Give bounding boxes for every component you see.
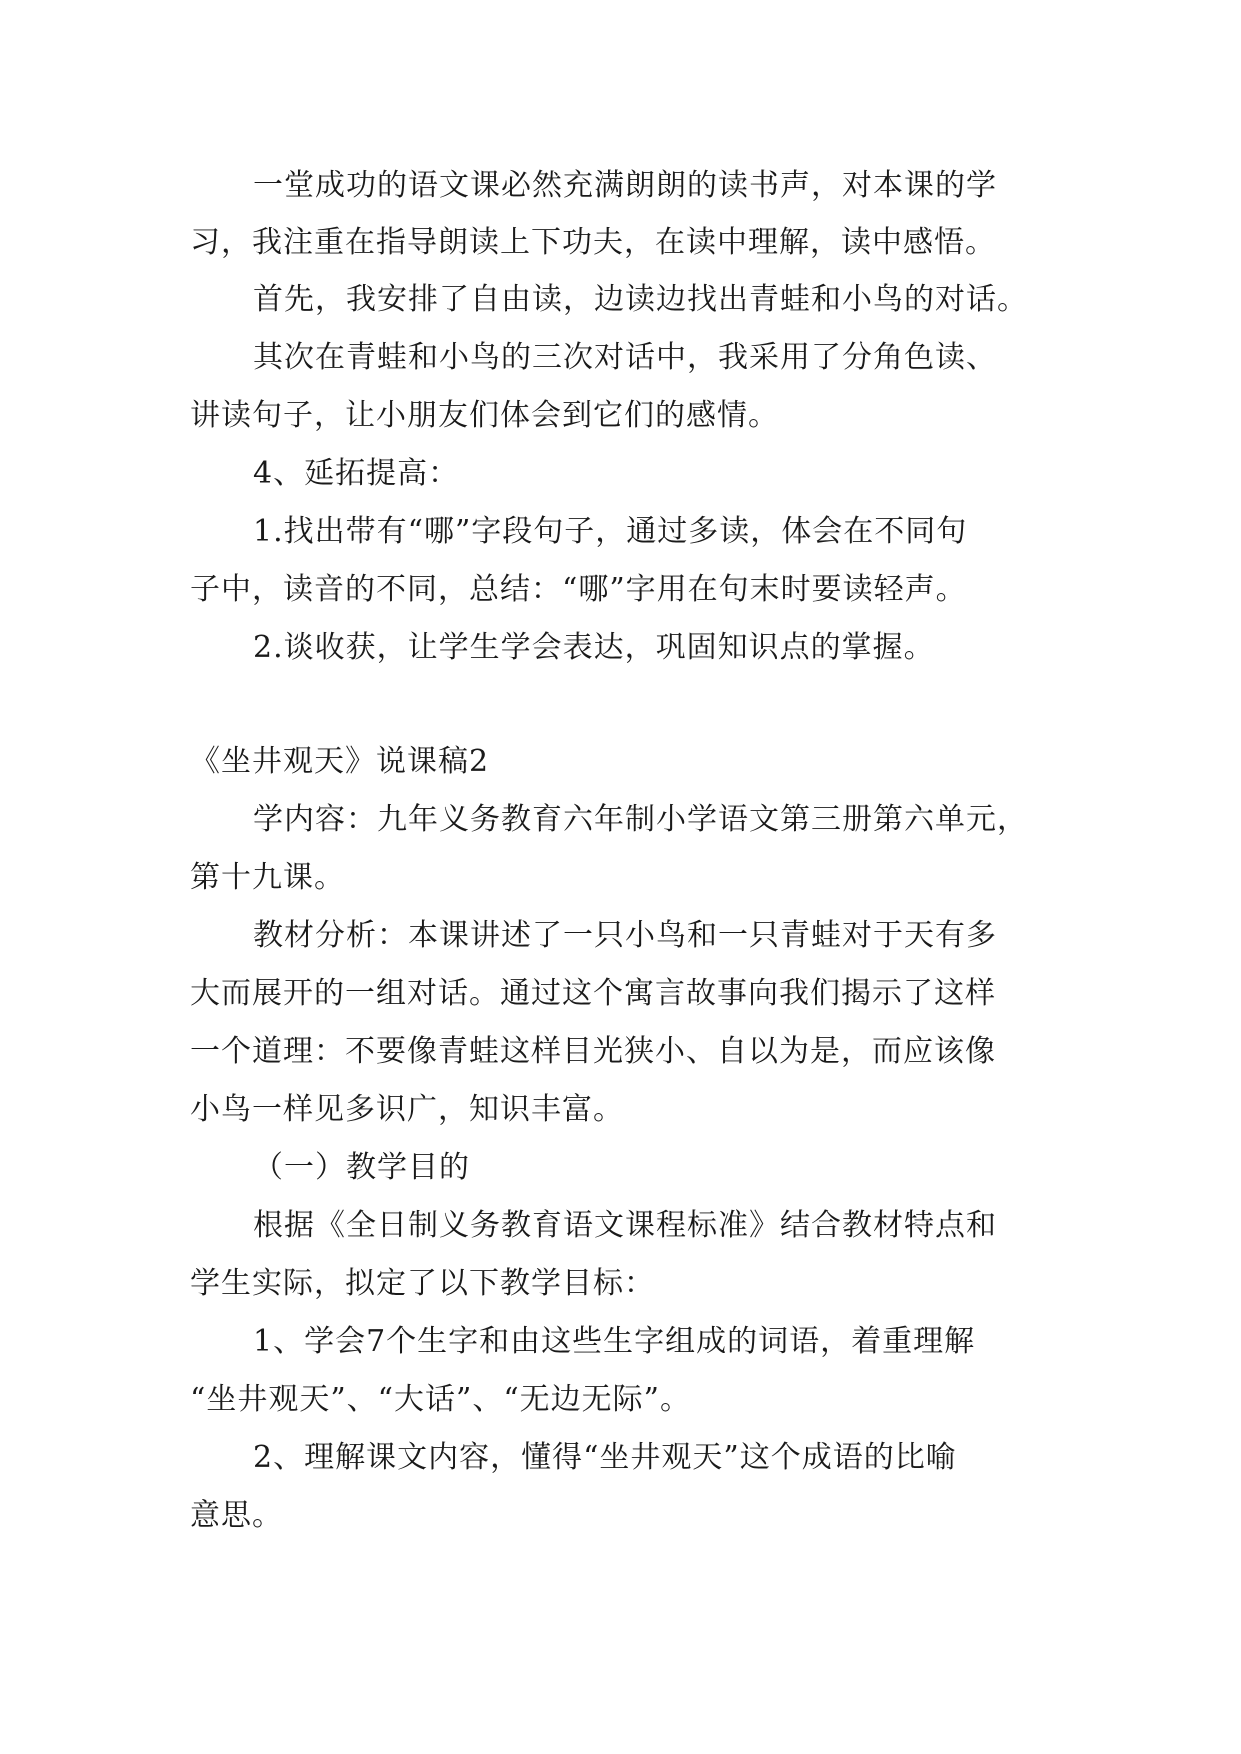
subheading: （一）教学目的 [253,1150,470,1185]
paragraph-line: 第十九课。 [190,860,345,895]
paragraph-line: 学内容：九年义务教育六年制小学语文第三册第六单元， [253,802,1028,837]
paragraph-line: 其次在青蛙和小鸟的三次对话中，我采用了分角色读、 [253,340,997,375]
paragraph-line: “坐井观天”、“大话”、“无边无际”。 [190,1382,692,1417]
paragraph-line: 1.找出带有“哪”字段句子，通过多读，体会在不同句 [253,514,968,549]
paragraph-line: 教材分析：本课讲述了一只小鸟和一只青蛙对于天有多 [253,918,997,953]
paragraph-line: 2.谈收获，让学生学会表达，巩固知识点的掌握。 [253,630,935,665]
paragraph-line: 意思。 [190,1498,283,1533]
paragraph-line: 大而展开的一组对话。通过这个寓言故事向我们揭示了这样 [190,976,996,1011]
section-title: 《坐井观天》说课稿2 [190,744,490,779]
paragraph-line: 习，我注重在指导朗读上下功夫，在读中理解，读中感悟。 [190,225,996,260]
paragraph-line: 学生实际，拟定了以下教学目标： [190,1266,655,1301]
paragraph-line: 根据《全日制义务教育语文课程标准》结合教材特点和 [253,1208,997,1243]
paragraph-line: 子中，读音的不同，总结：“哪”字用在句末时要读轻声。 [190,572,967,607]
paragraph-line: 讲读句子，让小朋友们体会到它们的感情。 [190,398,779,433]
paragraph-line: 一个道理：不要像青蛙这样目光狭小、自以为是，而应该像 [190,1034,996,1069]
paragraph-line: 小鸟一样见多识广，知识丰富。 [190,1092,624,1127]
paragraph-line: 首先，我安排了自由读，边读边找出青蛙和小鸟的对话。 [253,282,1028,317]
paragraph-line: 4、延拓提高： [253,456,460,491]
paragraph-line: 1、学会7个生字和由这些生字组成的词语，着重理解 [253,1324,976,1359]
paragraph-line: 一堂成功的语文课必然充满朗朗的读书声，对本课的学 [253,168,997,203]
paragraph-line: 2、理解课文内容，懂得“坐井观天”这个成语的比喻 [253,1440,957,1475]
